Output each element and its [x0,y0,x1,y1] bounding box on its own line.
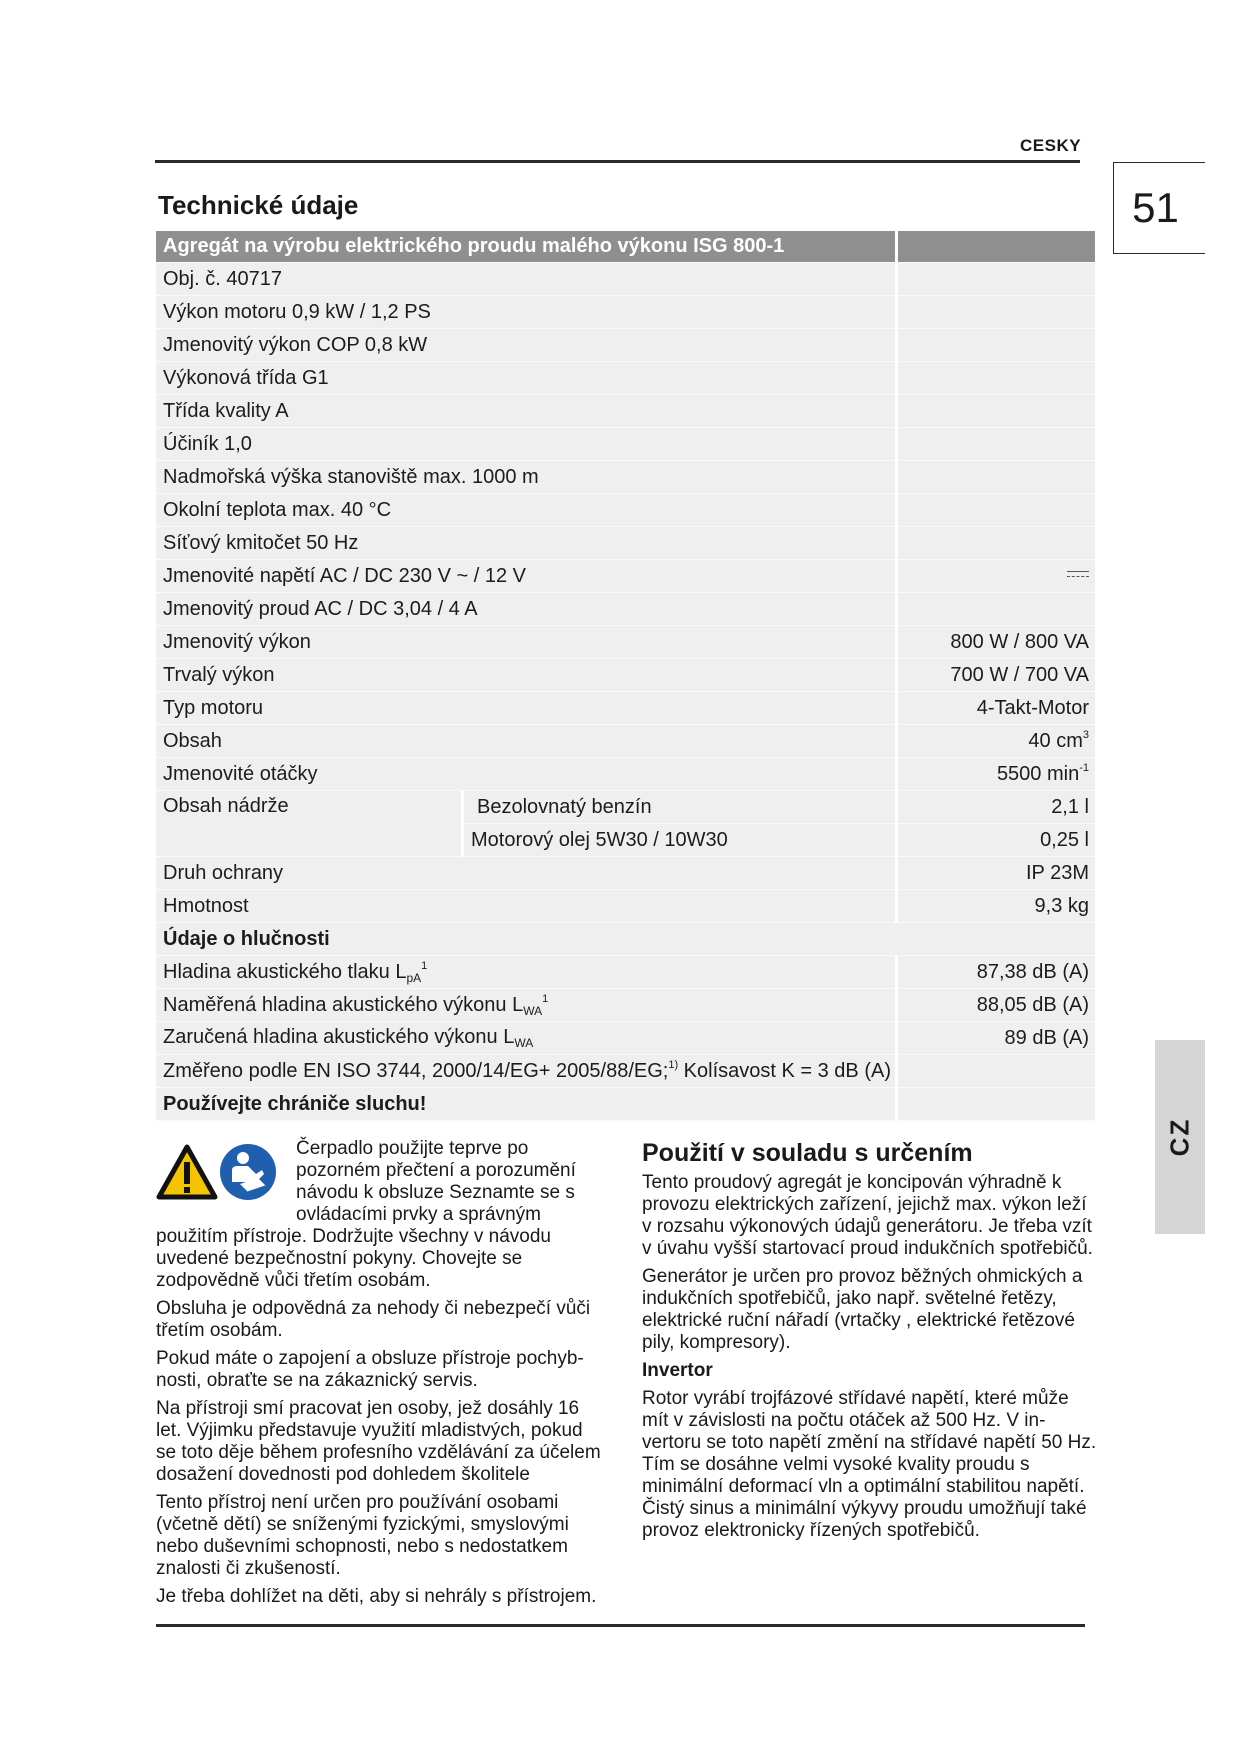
spec-header-row [156,231,1095,263]
section-title: Technické údaje [158,190,359,220]
table-row [156,923,1095,956]
spec-value: 40 $cm^3$ [898,725,1095,758]
spec-value: 89 dB (A) [898,1022,1095,1055]
warning-icons [156,1144,286,1206]
spec-label: Trvalý výkon [156,659,898,692]
table-row [156,989,1095,1022]
bottom-rule [156,1624,1085,1627]
table-row [156,461,1095,494]
spec-label: Výkon motoru 0,9 kW / 1,2 PS [156,296,898,329]
invertor-heading: Invertor [642,1360,713,1381]
table-row [156,263,1095,296]
table-row [156,659,1095,692]
spec-value: IP 23M [898,857,1095,890]
spec-label: Účiník 1,0 [156,428,898,461]
intended-use-column [642,1138,1097,1548]
safety-intro: Čerpadlo použijte teprve po pozorném přečtení a porozumění návodu k obsluze Seznamte se s ovládacími prvky a správným použitím přístroje. Dodržujte všechny v návodu uvedené bezpečnostní pokyny. Chovejte se zodpovědně vůči třetím osobám. [156,1138,576,1291]
intended-use-paragraph: Generátor je určen pro provoz běžných ohmických a indukčních spotřebičů, jako např. světelné řetězy, elektrické ruční nářadí (vrtačky , elektrické řetězové pily, kompresory). [642,1266,1083,1353]
spec-label: Obsah nádrže [156,791,464,857]
hearing-warning: Používejte chrániče sluchu! [156,1088,898,1121]
table-row [156,890,1095,923]
spec-sublabel: Bezolovnatý benzín [464,791,898,824]
spec-header: Agregát na výrobu elektrického proudu malého výkonu ISG 800-1 [156,231,898,263]
spec-sublabel: Motorový olej 5W30 / 10W30 [464,824,898,857]
spec-label: Nadmořská výška stanoviště max. 1000 m [156,461,898,494]
table-row [156,494,1095,527]
spec-label: Třída kvality A [156,395,898,428]
spec-value: 2,1 l [898,791,1095,824]
safety-paragraph: Obsluha je odpovědná za nehody či nebezpečí vůči třetím osobám. [156,1298,591,1341]
table-row [156,956,1095,989]
page-number-text: 51 [1132,184,1179,231]
spec-value: 0,25 l [898,824,1095,857]
table-row [156,329,1095,362]
spec-value: 9,3 kg [898,890,1095,923]
spec-value: 87,38 dB (A) [898,956,1095,989]
spec-label: Síťový kmitočet 50 Hz [156,527,898,560]
intended-use-paragraph: Tento proudový agregát je koncipován výhradně k provozu elektrických zařízení, jejichž max. výkon leží v rozsahu výkonových údajů generátoru. Je třeba vzít v úvahu vyšší startovací proud indukčních spotřebičů. [642,1172,1093,1259]
language-label: CESKY [1020,136,1082,155]
table-row [156,791,1095,824]
read-manual-icon [218,1142,278,1202]
safety-paragraph: Pokud máte o zapojení a obsluze přístroje pochyb-nosti, obraťte se na zákaznický servis. [156,1348,584,1391]
top-rule [155,160,1080,163]
spec-label: Hmotnost [156,890,898,923]
intended-use-title: Použití v souladu s určením [642,1139,973,1167]
table-row [156,1055,1095,1088]
safety-paragraph: Tento přístroj není určen pro používání osobami (včetně dětí) se sníženými fyzickými, smyslovými nebo duševními schopnosti, nebo s nedostatkem znalosti či zkušeností. [156,1492,569,1579]
table-row [156,395,1095,428]
language-side-tab [1155,1040,1205,1234]
noise-heading: Údaje o hlučnosti [156,923,1095,956]
spec-header-value [898,231,1095,263]
table-row [156,296,1095,329]
spec-label: Zaručená hladina akustického výkonu $L_{WA}$ [156,1022,898,1055]
table-row [156,725,1095,758]
spec-label: Jmenovitý proud AC / DC 3,04 / 4 A [156,593,898,626]
spec-label: Jmenovité napětí AC / DC 230 V ~ / 12 V [156,560,898,593]
measured-note: Změřeno podle EN ISO 3744, 2000/14/EG+ 2005/88/EG;$^{1)}$ Kolísavost K = 3 dB (A) [156,1055,898,1088]
warning-triangle-icon [156,1144,218,1200]
spec-label: Jmenovité otáčky [156,758,898,791]
spec-value: 5500 $\min^{-1}$ [898,758,1095,791]
spec-value: 800 W / 800 VA [898,626,1095,659]
table-row [156,758,1095,791]
spec-label: Obj. č. 40717 [156,263,898,296]
spec-label: Naměřená hladina akustického výkonu $L_{WA}^1$ [156,989,898,1022]
spec-label: Výkonová třída G1 [156,362,898,395]
table-row [156,428,1095,461]
safety-paragraph: Na přístroji smí pracovat jen osoby, jež dosáhly 16 let. Výjimku představuje využití mladistvých, pokud se toto děje během profesního vzdělávání za účelem dosažení dovednosti pod dohledem školitele [156,1398,601,1485]
spec-value: 88,05 dB (A) [898,989,1095,1022]
spec-value: 700 W / 700 VA [898,659,1095,692]
spec-label: Obsah [156,725,898,758]
table-row [156,362,1095,395]
spec-table [156,231,1095,1121]
table-row [156,527,1095,560]
spec-value: 4-Takt-Motor [898,692,1095,725]
spec-label: Okolní teplota max. 40 °C [156,494,898,527]
table-row [156,857,1095,890]
page-number [1113,162,1205,254]
spec-label: Jmenovitý výkon COP 0,8 kW [156,329,898,362]
table-row [156,1022,1095,1055]
side-tab-label: CZ [1164,1117,1195,1157]
safety-column [156,1138,606,1614]
table-row [156,626,1095,659]
spec-label: Druh ochrany [156,857,898,890]
spec-label: Jmenovitý výkon [156,626,898,659]
table-row [156,560,1095,593]
safety-paragraph: Je třeba dohlížet na děti, aby si nehrály s přístrojem. [156,1586,597,1607]
spec-label: Typ motoru [156,692,898,725]
invertor-paragraph: Rotor vyrábí trojfázové střídavé napětí, které může mít v závislosti na počtu otáček až 500 Hz. V in-vertoru se toto napětí změní na střídavé napětí 50 Hz. Tím se dosáhne velmi vysoké kvality proudu s minimální deformací vln a optimální stabilitou napětí. Čistý sinus a minimální výkyvy proudu umožňují také provoz elektronicky řízených spotřebičů. [642,1388,1097,1541]
dc-symbol-icon [1067,571,1089,579]
table-row [156,692,1095,725]
spec-label: Hladina akustického tlaku $L_{pA}^1$ [156,956,898,989]
table-row [156,1088,1095,1121]
table-row [156,593,1095,626]
